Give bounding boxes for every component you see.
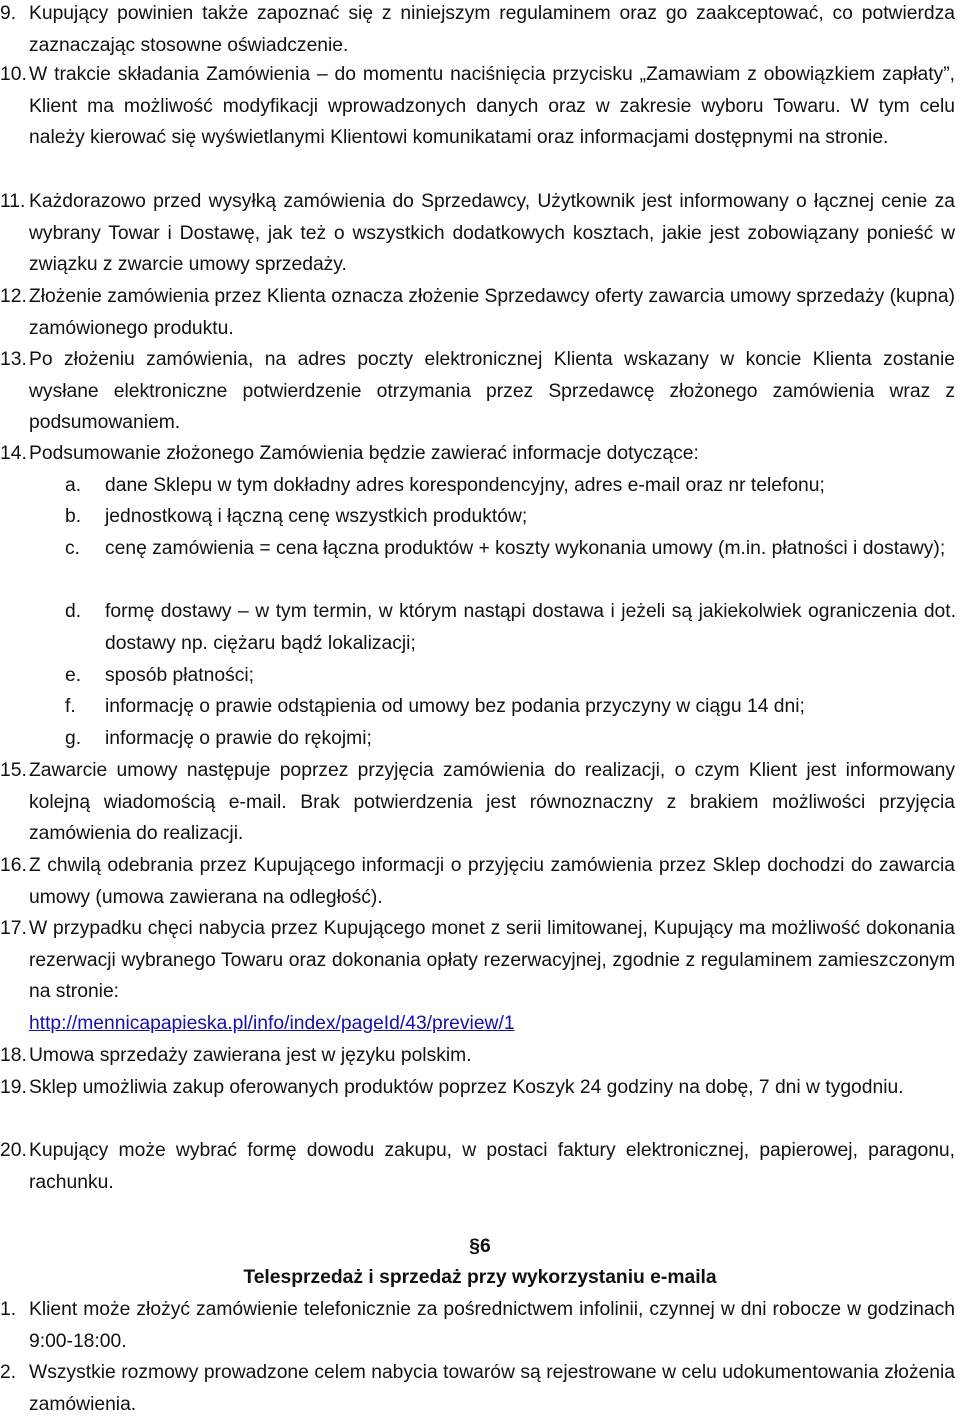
item-text: Podsumowanie złożonego Zamówienia będzie zawierać informacje dotyczące: — [29, 443, 699, 464]
sub-item-letter: f. — [65, 696, 76, 717]
list-item — [0, 0, 960, 61]
item-text — [29, 913, 955, 1039]
item-number: 18. — [0, 1045, 27, 1066]
sub-list-item — [0, 501, 960, 533]
list-item — [0, 1294, 960, 1357]
item-text: Umowa sprzedaży zawierana jest w języku polskim. — [29, 1045, 472, 1066]
item-number: 13. — [0, 349, 27, 370]
item-number: 12. — [0, 286, 27, 307]
sub-list-item — [0, 533, 960, 565]
list-item — [0, 344, 960, 439]
item-text: Kupujący może wybrać formę dowodu zakupu, w postaci faktury elektronicznej, papierowej, paragonu, rachunku. — [29, 1140, 955, 1193]
item-text: Złożenie zamówienia przez Klienta oznacza złożenie Sprzedawcy oferty zawarcia umowy sprzedaży (kupna) zamówionego produktu. — [29, 286, 955, 339]
item-number: 15. — [0, 760, 27, 781]
sub-item-letter: b. — [65, 506, 82, 527]
sub-list-item — [0, 596, 960, 659]
sub-list-item — [0, 470, 960, 502]
item-number: 16. — [0, 855, 27, 876]
item-text: Po złożeniu zamówienia, na adres poczty elektronicznej Klienta wskazany w koncie Klienta zostanie wysłane elektroniczne potwierdzenie otrzymania przez Sprzedawcę złożonego zamówienia wraz z podsumowaniem. — [29, 349, 955, 433]
list-item — [0, 913, 960, 1039]
list-item — [0, 281, 960, 344]
item-number: 19. — [0, 1077, 27, 1098]
sub-list-item — [0, 691, 960, 723]
sub-item-text: jednostkową i łączną cenę wszystkich produktów; — [105, 506, 528, 527]
item-number: 9. — [0, 3, 17, 24]
item-text: Sklep umożliwia zakup oferowanych produktów poprzez Koszyk 24 godziny na dobę, 7 dni w tygodniu. — [29, 1077, 904, 1098]
item-number: 17. — [0, 918, 27, 939]
list-item — [0, 1135, 960, 1198]
list-item — [0, 850, 960, 913]
item-text: Każdorazowo przed wysyłką zamówienia do Sprzedawcy, Użytkownik jest informowany o łącznej cenie za wybrany Towar i Dostawę, jak też o wszystkich dodatkowych kosztach, jakie jest zobowiązany ponieść w związku z zwarcie umowy sprzedaży. — [29, 191, 955, 275]
sub-item-letter: e. — [65, 665, 82, 686]
sub-item-letter: d. — [65, 601, 82, 622]
item-text-content: W przypadku chęci nabycia przez Kupującego monet z serii limitowanej, Kupujący ma możliwość dokonania rezerwacji wybranego Towaru oraz dokonania opłaty rezerwacyjnej, zgodnie z regulaminem zamieszczonym na stronie: — [29, 918, 955, 1002]
sub-item-text: informację o prawie do rękojmi; — [105, 728, 372, 749]
list-item — [0, 1040, 960, 1072]
list-item — [0, 438, 960, 470]
sub-item-letter: c. — [65, 538, 80, 559]
item-number: 10. — [0, 64, 27, 85]
item-text: Wszystkie rozmowy prowadzone celem nabycia towarów są rejestrowane w celu udokumentowania złożenia zamówienia. — [29, 1362, 955, 1415]
sub-list-item — [0, 660, 960, 692]
regulations-link[interactable]: http://mennicapapieska.pl/info/index/pageId/43/preview/1 — [29, 1012, 515, 1034]
item-number: 1. — [0, 1299, 17, 1320]
item-number: 11. — [0, 191, 26, 212]
list-item — [0, 59, 960, 154]
list-item — [0, 1072, 960, 1104]
sub-item-text: cenę zamówienia = cena łączna produktów + koszty wykonania umowy (m.in. płatności i dostawy); — [105, 538, 946, 559]
section-number: §6 — [469, 1236, 491, 1257]
item-text: Klient może złożyć zamówienie telefonicznie za pośrednictwem infolinii, czynnej w dni robocze w godzinach 9:00-18:00. — [29, 1299, 955, 1352]
sub-item-text: formę dostawy – w tym termin, w którym nastąpi dostawa i jeżeli są jakiekolwiek ograniczenia dot. dostawy np. ciężaru bądź lokalizacji; — [105, 601, 956, 654]
item-text: W trakcie składania Zamówienia – do momentu naciśnięcia przycisku „Zamawiam z obowiązkiem zapłaty”, Klient ma możliwość modyfikacji wprowadzonych danych oraz w zakresie wyboru Towaru. W tym celu należy kierować się wyświetlanymi Klientowi komunikatami oraz informacjami dostępnymi na stronie. — [29, 64, 955, 148]
item-number: 14. — [0, 443, 27, 464]
item-text: Zawarcie umowy następuje poprzez przyjęcia zamówienia do realizacji, o czym Klient jest informowany kolejną wiadomością e-mail. Brak potwierdzenia jest równoznaczny z brakiem możliwości przyjęcia zamówienia do realizacji. — [29, 760, 955, 844]
section-title: Telesprzedaż i sprzedaż przy wykorzystaniu e-maila — [243, 1267, 717, 1288]
sub-list-item — [0, 723, 960, 755]
sub-item-text: dane Sklepu w tym dokładny adres korespondencyjny, adres e-mail oraz nr telefonu; — [105, 475, 825, 496]
sub-item-text: informację o prawie odstąpienia od umowy bez podania przyczyny w ciągu 14 dni; — [105, 696, 805, 717]
item-text: Kupujący powinien także zapoznać się z niniejszym regulaminem oraz go zaakceptować, co potwierdza zaznaczając stosowne oświadczenie. — [29, 3, 955, 56]
sub-item-letter: g. — [65, 728, 82, 749]
list-item — [0, 755, 960, 850]
item-text: Z chwilą odebrania przez Kupującego informacji o przyjęciu zamówienia przez Sklep dochodzi do zawarcia umowy (umowa zawierana na odległość). — [29, 855, 955, 908]
list-item — [0, 1357, 960, 1420]
list-item — [0, 186, 960, 281]
sub-item-text: sposób płatności; — [105, 665, 254, 686]
item-number: 2. — [0, 1362, 17, 1383]
sub-item-letter: a. — [65, 475, 82, 496]
item-number: 20. — [0, 1140, 27, 1161]
